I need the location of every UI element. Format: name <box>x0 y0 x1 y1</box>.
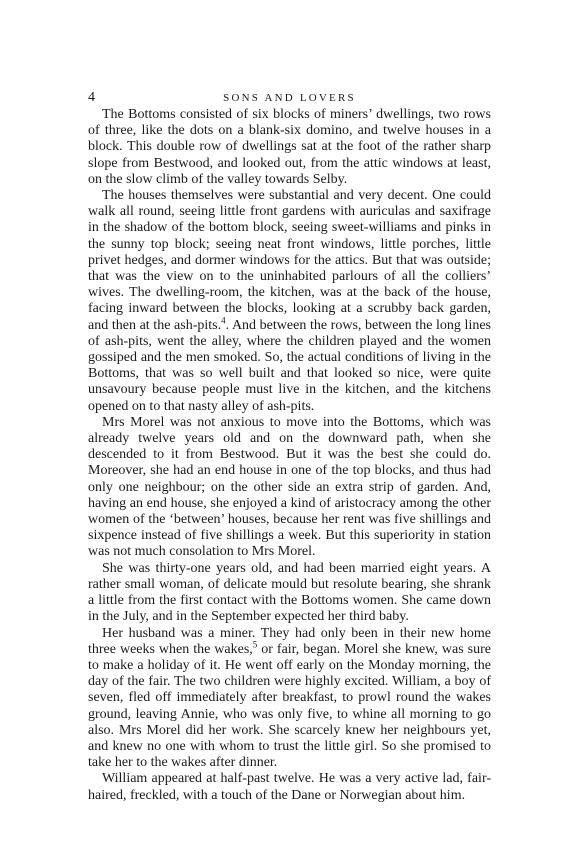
footnote-reference: 4 <box>221 314 226 325</box>
paragraph <box>88 771 491 803</box>
page-number: 4 <box>88 90 95 105</box>
paragraph-text: or fair, began. Morel she knew, was sure to make a holiday of it. He went off early on the Monday morning, the day of the fair. The two children were highly excited. William, a boy of seven, fled off immediately after breakfast, to prowl round the wakes ground, leaving Annie, who was only five, to whine all morning to go also. Mrs Morel did her work. She scarcely knew her neighbours yet, and knew no one with whom to trust the little girl. So she promised to take her to the wakes after dinner. <box>88 641 491 771</box>
body-text <box>88 107 491 804</box>
page-header <box>88 89 491 107</box>
paragraph-text: William appeared at half-past twelve. He was a very active lad, fair-haired, freckled, with a touch of the Dane or Norwegian about him. <box>88 771 491 803</box>
paragraph <box>88 415 491 561</box>
paragraph-text: Mrs Morel was not anxious to move into the Bottoms, which was already twelve years old and on the downward path, when she descended to it from Bestwood. But it was the best she could do. Moreover, she had an end house in one of the top blocks, and thus had only one neighbour; on the other side an extra strip of garden. And, having an end house, she enjoyed a kind of aristocracy among the other women of the ‘between’ houses, because her rent was five shillings and sixpence instead of five shillings a week. But this superiority in station was not much consolation to Mrs Morel. <box>88 414 491 560</box>
footnote-reference: 5 <box>252 639 258 650</box>
paragraph-text: The Bottoms consisted of six blocks of miners’ dwellings, two rows of three, like the dots on a blank-six domino, and twelve houses in a block. This double row of dwellings sat at the foot of the rather sharp slope from Bestwood, and looked out, from the attic windows at least, on the slow climb of the valley towards Selby. <box>88 107 491 187</box>
paragraph-text: The houses themselves were substantial and very decent. One could walk all round, seeing little front gardens with auriculas and saxifrage in the shadow of the bottom block, seeing sweet-williams and pinks in the sunny top block; seeing neat front windows, little porches, little privet hedges, and dormer windows for the attics. But that was outside; that was the view on to the uninhabited parlours of all the colliers’ wives. The dwelling-room, the kitchen, was at the back of the house, facing inward between the blocks, looking at a scrubby back garden, and then at the ash-pits. <box>88 188 491 333</box>
running-title: SONS AND LOVERS <box>223 92 356 104</box>
paragraph <box>88 188 491 415</box>
paragraph <box>88 561 491 626</box>
paragraph-text: . And between the rows, between the long lines of ash-pits, went the alley, where the children played and the women gossiped and the men smoked. So, the actual conditions of living in the Bottoms, that was so well built and that looked so nice, were quite unsavoury because people must live in the kitchen, and the kitchens opened on to that nasty alley of ash-pits. <box>88 317 491 414</box>
paragraph <box>88 626 491 772</box>
paragraph-text: She was thirty-one years old, and had been married eight years. A rather small woman, of delicate mould but resolute bearing, she shrank a little from the first contact with the Bottoms women. She came down in the July, and in the September expected her third baby. <box>88 560 491 625</box>
paragraph <box>88 107 491 188</box>
paragraph-text: Her husband was a miner. They had only been in their new home three weeks when the wakes, <box>88 625 491 657</box>
